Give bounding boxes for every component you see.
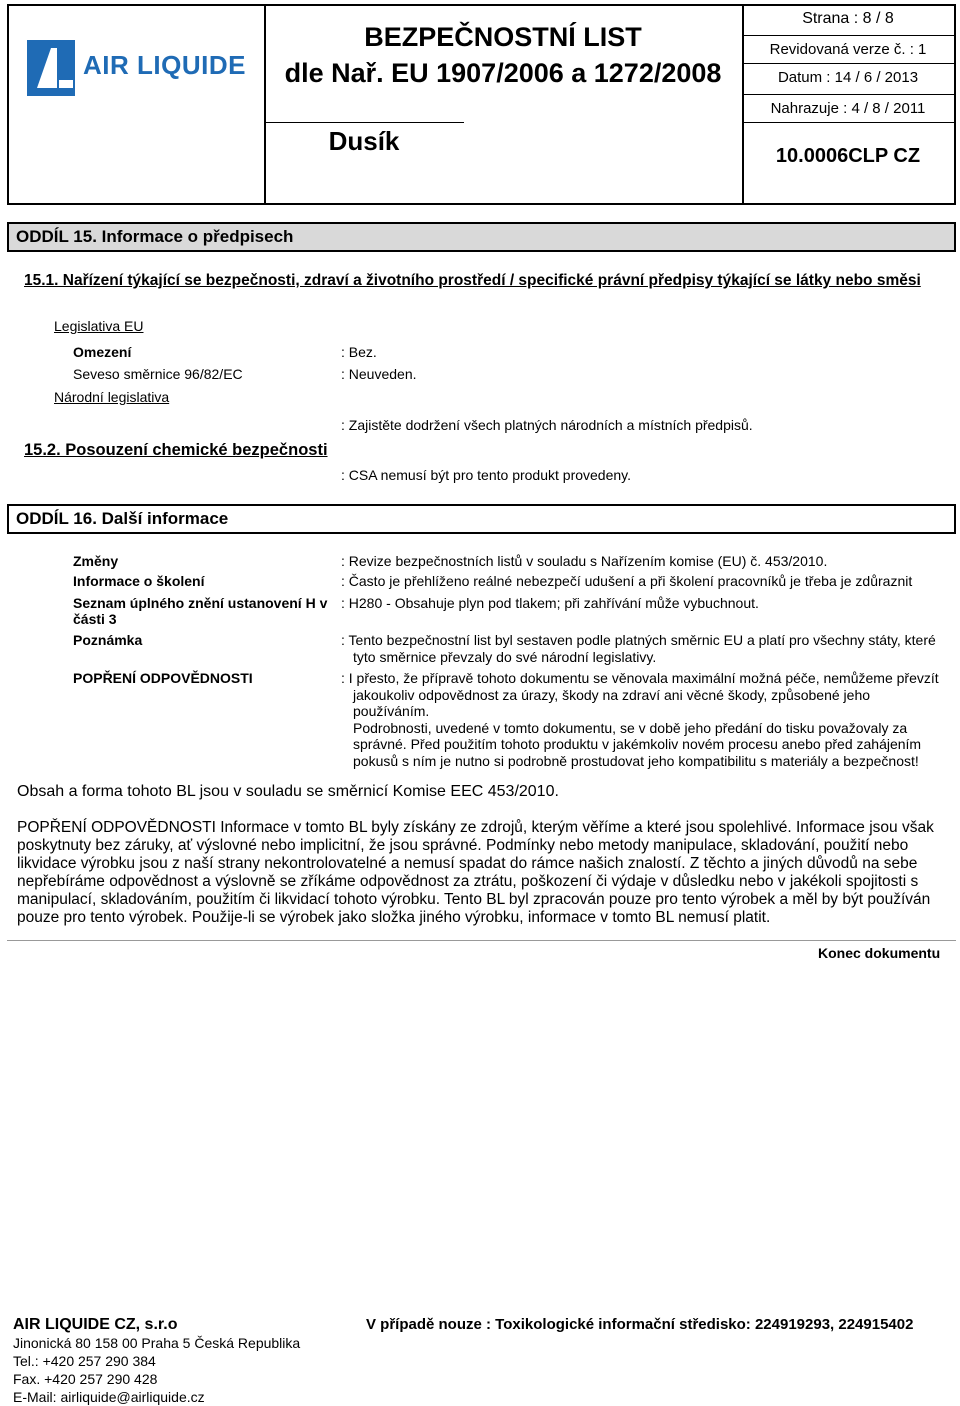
footer-emergency: V případě nouze : Toxikologické informační středisko: 224919293, 224915402 [366,1316,914,1333]
h-statements-label: Seznam úplného znění ustanovení H v části 3 [73,595,328,627]
restriction-value: : Bez. [341,344,377,360]
national-legislation-value: : Zajistěte dodržení všech platných národních a místních předpisů. [341,417,753,433]
logo-text: AIR LIQUIDE [83,50,246,80]
note-value: : Tento bezpečnostní list byl sestaven podle platných směrnic EU a platí pro všechny státy, které tyto směrnice převzaly do své národní legislativy. [341,632,936,665]
footer-tel: Tel.: +420 257 290 384 [13,1353,156,1369]
changes-label: Změny [73,553,119,569]
product-name: Dusík [328,126,400,156]
subsection-15-1-title: 15.1. Nařízení týkající se bezpečnosti, zdraví a životního prostředí / specifické právní předpisy týkající se látky nebo směsi [24,272,921,289]
doc-regulation: dle Nař. EU 1907/2006 a 1272/2008 [284,58,722,88]
doc-code: 10.0006CLP CZ [742,122,954,203]
end-of-document: Konec dokumentu [818,945,941,961]
content-note: Obsah a forma tohoto BL jsou v souladu se směrnicí Komise EEC 453/2010. [17,783,559,800]
meta-area [742,6,954,203]
footer-company: AIR LIQUIDE CZ, s.r.o [13,1316,178,1333]
section-15-title: ODDÍL 15. Informace o předpisech [7,222,956,252]
training-label: Informace o školení [73,573,205,589]
section-16-title: ODDÍL 16. Další informace [7,504,956,534]
page-number: Strana : 8 / 8 [802,10,894,27]
csa-value: : CSA nemusí být pro tento produkt provedeny. [341,467,632,483]
disclaimer-value: : I přesto, že přípravě tohoto dokumentu se věnovala maximální možná péče, nemůžeme převzít jakoukoliv odpovědnost za úrazy, škody na zdraví ani věcné škody, způsobené jeho používáním. Podrobnosti, uvedené v tomto dokumentu, se v době jeho předání do tisku považovaly za správné. Před použitím tohoto produktu v jakémkoliv novém procesu anebo před zahájením pokusů s ním je nutno si podrobně prostudovat jeho kompatibilitu s materiály a bezpečnost! [341,670,939,769]
date: Datum : 14 / 6 / 2013 [742,63,954,86]
replaces: Nahrazuje : 4 / 8 / 2011 [742,94,954,117]
seveso-label: Seveso směrnice 96/82/EC [73,366,243,382]
logo-area [9,6,266,203]
revision: Revidovaná verze č. : 1 [742,35,954,58]
subsection-15-2-title: 15.2. Posouzení chemické bezpečnosti [24,441,328,459]
h-statements-value: : H280 - Obsahuje plyn pod tlakem; při zahřívání může vybuchnout. [341,595,759,611]
changes-value: : Revize bezpečnostních listů v souladu s Nařízením komise (EU) č. 453/2010. [341,553,828,569]
doc-title: BEZPEČNOSTNÍ LIST [364,22,642,52]
disclaimer-paragraph: POPŘENÍ ODPOVĚDNOSTI Informace v tomto BL byly získány ze zdrojů, kterým věříme a které jsou spolehlivé. Informace jsou však poskytnuty bez záruky, ať výslovné nebo implicitní, že jsou správné. Podmínky nebo metody manipulace, skladování, použití nebo likvidace výrobku jsou z naší strany nekontrolovatelné a nemusí spadat do rámce našich znalostí. Z těchto a jiných důvodů na sebe nepřebíráme odpovědnost a výslovně se zříkáme odpovědnost za ztrátu, poškození či výdaje v důsledku nebo v jakékoli spojitosti s manipulací, skladováním, použitím či likvidací tohoto výrobku. Tento BL byl zpracován pouze pro tento výrobek a měl by být používán pouze pro tento výrobek. Použije-li se výrobek jako složka jiného výrobku, informace v tomto BL nemusí platit. [17,819,934,926]
national-legislation-label: Národní legislativa [54,389,170,405]
note-label: Poznámka [73,632,143,648]
eu-legislation-label: Legislativa EU [54,318,144,334]
seveso-value: : Neuveden. [341,366,417,382]
disclaimer-label: POPŘENÍ ODPOVĚDNOSTI [73,670,253,686]
footer-address: Jinonická 80 158 00 Praha 5 Česká Republika [13,1335,301,1351]
title-area [264,6,744,203]
footer-email: E-Mail: airliquide@airliquide.cz [13,1389,205,1405]
footer-fax: Fax. +420 257 290 428 [13,1371,158,1387]
document-header [7,4,956,205]
training-value: : Často je přehlíženo reálné nebezpečí udušení a při školení pracovníků je třeba je zdůraznit [341,573,913,589]
divider [7,940,956,941]
restriction-label: Omezení [73,344,132,360]
